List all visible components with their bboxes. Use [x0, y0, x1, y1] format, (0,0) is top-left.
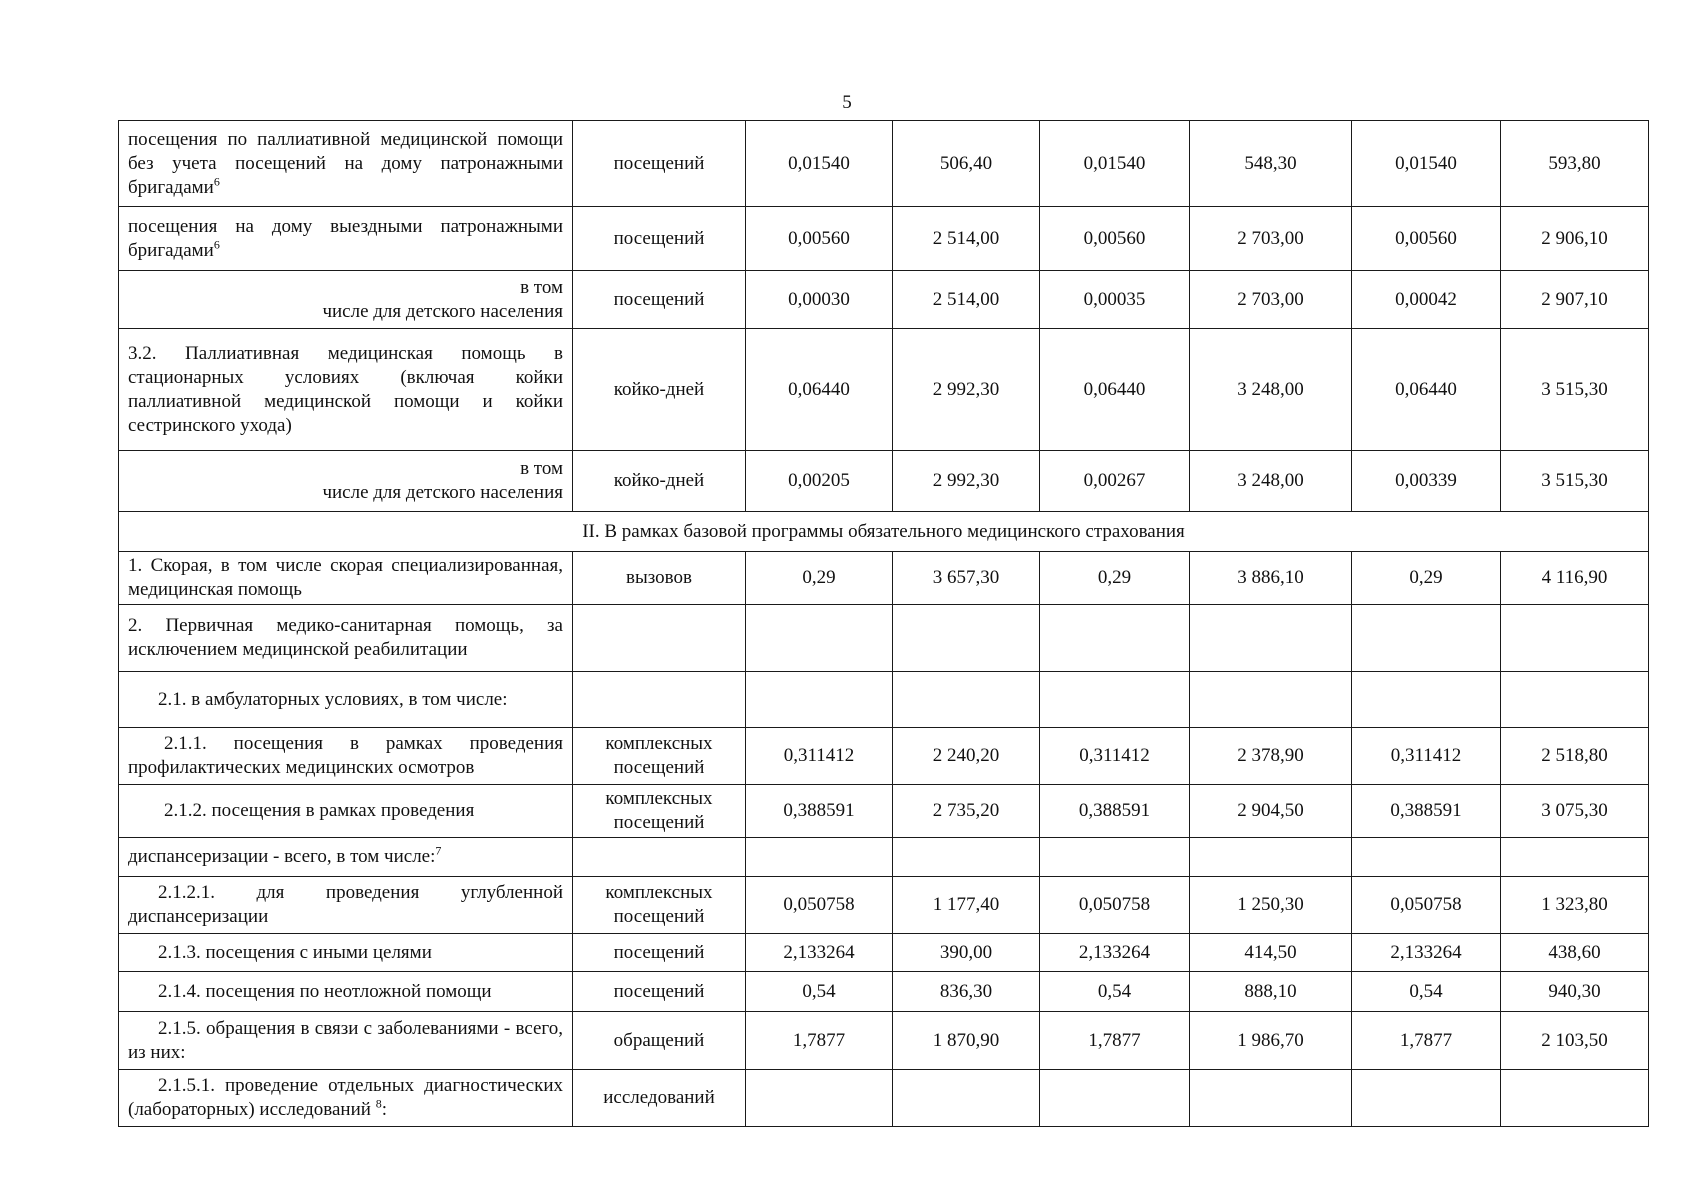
row-description: 2.1.2.1. для проведения углубленной диспансеризации — [119, 877, 573, 934]
value-cell — [1352, 672, 1501, 728]
value-cell: 0,54 — [746, 972, 893, 1012]
table-row — [119, 672, 1649, 728]
value-cell: 438,60 — [1501, 934, 1649, 972]
row-description: 2.1.3. посещения с иными целями — [119, 934, 573, 972]
row-unit: исследований — [573, 1070, 746, 1127]
value-cell: 0,01540 — [746, 121, 893, 207]
table-row — [119, 207, 1649, 271]
value-cell: 1 870,90 — [893, 1012, 1040, 1070]
value-cell: 1 177,40 — [893, 877, 1040, 934]
value-cell: 3 515,30 — [1501, 451, 1649, 512]
value-cell: 0,00205 — [746, 451, 893, 512]
value-cell: 0,00267 — [1040, 451, 1190, 512]
value-cell: 2 514,00 — [893, 207, 1040, 271]
value-cell: 3 886,10 — [1190, 552, 1352, 605]
value-cell: 2 992,30 — [893, 451, 1040, 512]
row-unit: обращений — [573, 1012, 746, 1070]
table-row — [119, 271, 1649, 329]
value-cell: 0,29 — [1040, 552, 1190, 605]
value-cell — [1190, 838, 1352, 877]
value-cell: 0,29 — [746, 552, 893, 605]
row-unit: посещений — [573, 934, 746, 972]
value-cell: 3 515,30 — [1501, 329, 1649, 451]
value-cell: 0,050758 — [746, 877, 893, 934]
table-row — [119, 329, 1649, 451]
value-cell: 0,00560 — [1352, 207, 1501, 271]
value-cell: 2 703,00 — [1190, 207, 1352, 271]
row-unit: комплексных посещений — [573, 785, 746, 838]
row-unit: вызовов — [573, 552, 746, 605]
value-cell: 2 703,00 — [1190, 271, 1352, 329]
table-row — [119, 552, 1649, 605]
value-cell: 0,311412 — [1040, 728, 1190, 785]
value-cell: 836,30 — [893, 972, 1040, 1012]
value-cell — [1501, 672, 1649, 728]
value-cell: 1 323,80 — [1501, 877, 1649, 934]
value-cell — [746, 838, 893, 877]
footnote-ref: 6 — [213, 174, 220, 189]
row-description: 1. Скорая, в том числе скорая специализированная, медицинская помощь — [119, 552, 573, 605]
row-description: в том числе для детского населения — [119, 451, 573, 512]
value-cell: 0,311412 — [746, 728, 893, 785]
table-row — [119, 877, 1649, 934]
value-cell: 0,00339 — [1352, 451, 1501, 512]
value-cell: 1 986,70 — [1190, 1012, 1352, 1070]
value-cell: 0,29 — [1352, 552, 1501, 605]
row-description: в том числе для детского населения — [119, 271, 573, 329]
value-cell — [1501, 1070, 1649, 1127]
value-cell: 0,00035 — [1040, 271, 1190, 329]
table-row — [119, 1012, 1649, 1070]
value-cell: 1,7877 — [1352, 1012, 1501, 1070]
value-cell: 0,311412 — [1352, 728, 1501, 785]
row-unit: посещений — [573, 207, 746, 271]
value-cell: 3 657,30 — [893, 552, 1040, 605]
row-description: диспансеризации - всего, в том числе:$^7$ — [119, 838, 573, 877]
value-cell: 1,7877 — [1040, 1012, 1190, 1070]
value-cell: 506,40 — [893, 121, 1040, 207]
footnote-ref: 8 — [375, 1096, 382, 1111]
value-cell — [1040, 1070, 1190, 1127]
value-cell: 2 904,50 — [1190, 785, 1352, 838]
value-cell — [1190, 605, 1352, 672]
value-cell: 0,01540 — [1040, 121, 1190, 207]
value-cell: 0,388591 — [1040, 785, 1190, 838]
value-cell — [1040, 605, 1190, 672]
row-description: 2.1.4. посещения по неотложной помощи — [119, 972, 573, 1012]
value-cell: 0,54 — [1352, 972, 1501, 1012]
row-unit — [573, 672, 746, 728]
value-cell: 2,133264 — [1040, 934, 1190, 972]
value-cell: 548,30 — [1190, 121, 1352, 207]
value-cell: 0,00560 — [746, 207, 893, 271]
value-cell: 1,7877 — [746, 1012, 893, 1070]
value-cell: 2,133264 — [1352, 934, 1501, 972]
value-cell: 2 103,50 — [1501, 1012, 1649, 1070]
table-row — [119, 451, 1649, 512]
table-row — [119, 838, 1649, 877]
value-cell — [746, 1070, 893, 1127]
row-unit: комплексных посещений — [573, 877, 746, 934]
value-cell: 2 514,00 — [893, 271, 1040, 329]
value-cell — [1040, 672, 1190, 728]
row-description: 2.1. в амбулаторных условиях, в том числе: — [119, 672, 573, 728]
value-cell: 593,80 — [1501, 121, 1649, 207]
value-cell — [893, 672, 1040, 728]
value-cell: 0,388591 — [1352, 785, 1501, 838]
value-cell — [893, 605, 1040, 672]
value-cell — [1352, 1070, 1501, 1127]
value-cell — [1040, 838, 1190, 877]
value-cell: 0,00560 — [1040, 207, 1190, 271]
page-number: 5 — [842, 92, 852, 113]
value-cell — [1501, 605, 1649, 672]
row-description: посещения по паллиативной медицинской помощи без учета посещений на дому патронажными бригадами$^6$ — [119, 121, 573, 207]
value-cell: 0,06440 — [1040, 329, 1190, 451]
value-cell: 0,54 — [1040, 972, 1190, 1012]
value-cell: 2 378,90 — [1190, 728, 1352, 785]
value-cell: 2 240,20 — [893, 728, 1040, 785]
row-description: 2. Первичная медико-санитарная помощь, за исключением медицинской реабилитации — [119, 605, 573, 672]
value-cell: 940,30 — [1501, 972, 1649, 1012]
value-cell: 390,00 — [893, 934, 1040, 972]
value-cell: 2 906,10 — [1501, 207, 1649, 271]
row-unit: комплексных посещений — [573, 728, 746, 785]
value-cell — [1190, 672, 1352, 728]
row-unit: посещений — [573, 972, 746, 1012]
value-cell: 2,133264 — [746, 934, 893, 972]
value-cell: 0,00042 — [1352, 271, 1501, 329]
value-cell — [746, 672, 893, 728]
footnote-ref: 6 — [213, 237, 220, 252]
value-cell — [893, 1070, 1040, 1127]
value-cell: 0,01540 — [1352, 121, 1501, 207]
row-unit: посещений — [573, 121, 746, 207]
table-row — [119, 972, 1649, 1012]
value-cell: 0,388591 — [746, 785, 893, 838]
row-description: посещения на дому выездными патронажными бригадами$^6$ — [119, 207, 573, 271]
row-unit: койко-дней — [573, 329, 746, 451]
value-cell: 0,050758 — [1352, 877, 1501, 934]
value-cell: 3 248,00 — [1190, 451, 1352, 512]
value-cell: 0,00030 — [746, 271, 893, 329]
value-cell: 2 992,30 — [893, 329, 1040, 451]
row-unit: посещений — [573, 271, 746, 329]
value-cell: 2 735,20 — [893, 785, 1040, 838]
value-cell — [893, 838, 1040, 877]
row-description: 2.1.5.1. проведение отдельных диагностических (лабораторных) исследований $^8$: — [119, 1070, 573, 1127]
value-cell: 2 907,10 — [1501, 271, 1649, 329]
value-cell: 3 248,00 — [1190, 329, 1352, 451]
value-cell — [1352, 838, 1501, 877]
table-row — [119, 121, 1649, 207]
table-row — [119, 605, 1649, 672]
value-cell: 414,50 — [1190, 934, 1352, 972]
value-cell — [1501, 838, 1649, 877]
table-row — [119, 785, 1649, 838]
value-cell: 4 116,90 — [1501, 552, 1649, 605]
row-unit — [573, 605, 746, 672]
value-cell: 3 075,30 — [1501, 785, 1649, 838]
row-unit: койко-дней — [573, 451, 746, 512]
value-cell: 0,06440 — [746, 329, 893, 451]
row-description: 2.1.1. посещения в рамках проведения профилактических медицинских осмотров — [119, 728, 573, 785]
table-row — [119, 728, 1649, 785]
section-title: II. В рамках базовой программы обязательного медицинского страхования — [119, 512, 1649, 552]
medical-care-norms-table — [118, 120, 1649, 1127]
section-header-row — [119, 512, 1649, 552]
value-cell — [746, 605, 893, 672]
table-row — [119, 1070, 1649, 1127]
row-unit — [573, 838, 746, 877]
value-cell: 888,10 — [1190, 972, 1352, 1012]
value-cell — [1190, 1070, 1352, 1127]
value-cell: 0,050758 — [1040, 877, 1190, 934]
value-cell: 1 250,30 — [1190, 877, 1352, 934]
row-description: 2.1.5. обращения в связи с заболеваниями - всего, из них: — [119, 1012, 573, 1070]
row-description: 3.2. Паллиативная медицинская помощь в стационарных условиях (включая койки паллиативной медицинской помощи и койки сестринского ухода) — [119, 329, 573, 451]
row-description: 2.1.2. посещения в рамках проведения — [119, 785, 573, 838]
value-cell — [1352, 605, 1501, 672]
table-row — [119, 934, 1649, 972]
value-cell: 0,06440 — [1352, 329, 1501, 451]
value-cell: 2 518,80 — [1501, 728, 1649, 785]
footnote-ref: 7 — [435, 843, 442, 858]
